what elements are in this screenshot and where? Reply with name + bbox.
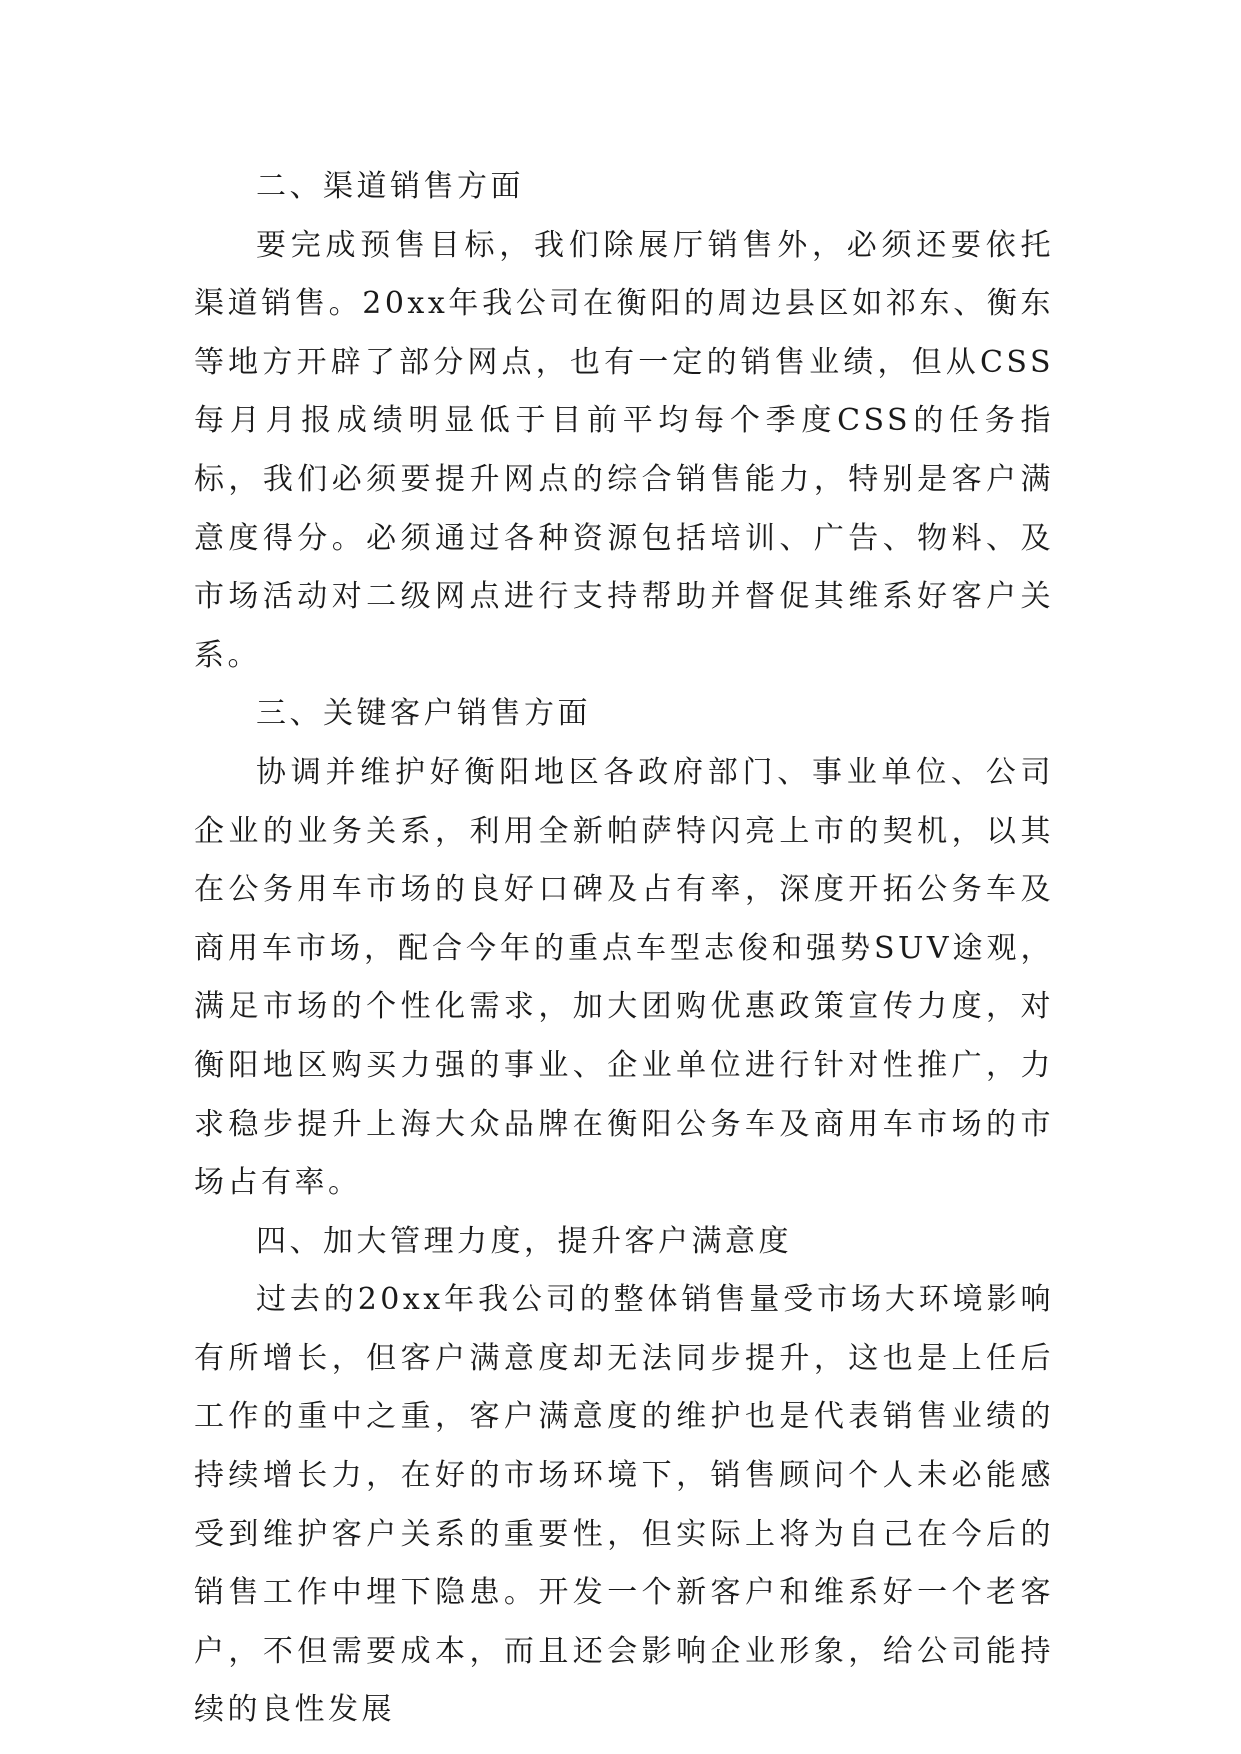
- section-heading: 四、加大管理力度，提升客户满意度: [256, 1223, 792, 1259]
- section-paragraph: 要完成预售目标，我们除展厅销售外，必须还要依托渠道销售。20xx年我公司在衡阳的周边县区如祁东、衡东等地方开辟了部分网点，也有一定的销售业绩，但从CSS每月月报成绩明显低于目前平均每个季度CSS的任务指标，我们必须要提升网点的综合销售能力，特别是客户满意度得分。必须通过各种资源包括培训、广告、物料、及市场活动对二级网点进行支持帮助并督促其维系好客户关系。: [194, 227, 1054, 673]
- section-paragraph: 协调并维护好衡阳地区各政府部门、事业单位、公司企业的业务关系，利用全新帕萨特闪亮上市的契机，以其在公务用车市场的良好口碑及占有率，深度开拓公务车及商用车市场，配合今年的重点车型志俊和强势SUV途观，满足市场的个性化需求，加大团购优惠政策宣传力度，对衡阳地区购买力强的事业、企业单位进行针对性推广，力求稳步提升上海大众品牌在衡阳公务车及商用车市场的市场占有率。: [194, 754, 1054, 1201]
- section-paragraph: 过去的20xx年我公司的整体销售量受市场大环境影响有所增长，但客户满意度却无法同步提升，这也是上任后工作的重中之重，客户满意度的维护也是代表销售业绩的持续增长力，在好的市场环境下，销售顾问个人未必能感受到维护客户关系的重要性，但实际上将为自己在今后的销售工作中埋下隐患。开发一个新客户和维系好一个老客户，不但需要成本，而且还会影响企业形象，给公司能持续的良性发展: [194, 1282, 1054, 1728]
- section-heading: 三、关键客户销售方面: [256, 696, 591, 732]
- document-body: [194, 158, 1054, 1740]
- section-heading: 二、渠道销售方面: [256, 169, 524, 204]
